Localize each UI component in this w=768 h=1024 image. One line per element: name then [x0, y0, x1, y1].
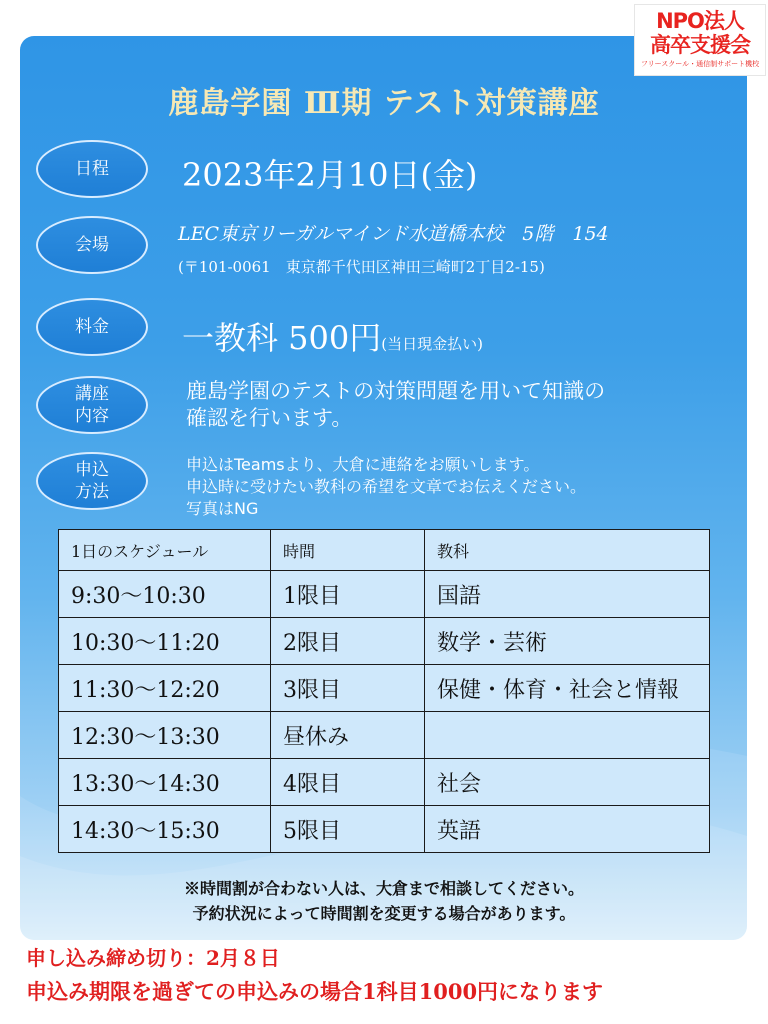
cell-subject: 保健・体育・社会と情報 — [425, 665, 710, 712]
cell-period: 5限目 — [271, 806, 425, 853]
header-subject: 教科 — [425, 530, 710, 571]
label-schedule: 日程 — [36, 140, 148, 198]
cell-period: 4限目 — [271, 759, 425, 806]
cell-time: 13:30〜14:30 — [59, 759, 271, 806]
cell-time: 12:30〜13:30 — [59, 712, 271, 759]
npo-logo — [634, 4, 766, 76]
cell-time: 9:30〜10:30 — [59, 571, 271, 618]
table-row — [59, 712, 710, 759]
fee-amount — [182, 313, 483, 359]
late-fee-text: 申込み期限を過ぎての申込みの場合1科目1000円になります — [26, 979, 604, 1004]
deadline-text: 申し込み締め切り：2月８日 — [26, 946, 280, 970]
cell-subject — [425, 712, 710, 759]
label-content: 講座 内容 — [36, 376, 148, 434]
logo-subtitle: フリースクール・通信制サポート機校 — [640, 60, 760, 68]
label-fee: 料金 — [36, 298, 148, 356]
page-title: 鹿島学園 Ⅲ期 テスト対策講座 — [168, 86, 600, 121]
cell-period: 3限目 — [271, 665, 425, 712]
logo-name: NPO法人 高卒支援会 — [650, 9, 750, 57]
event-date: 2023年2月10日(金) — [182, 156, 478, 194]
table-header-row — [59, 530, 710, 571]
cell-time: 10:30〜11:20 — [59, 618, 271, 665]
header-schedule: 1日のスケジュール — [59, 530, 271, 571]
venue-address: (〒101-0061 東京都千代田区神田三崎町2丁目2-15) — [178, 258, 545, 276]
cell-subject: 社会 — [425, 759, 710, 806]
apply-method: 申込はTeamsより、大倉に連絡をお願いします。 申込時に受けたい教科の希望を文章でお伝えください。 写真はNG — [186, 455, 587, 518]
cell-subject: 英語 — [425, 806, 710, 853]
fee-value: 一教科 500円 — [182, 319, 382, 357]
label-apply: 申込 方法 — [36, 452, 148, 510]
cell-subject: 数学・芸術 — [425, 618, 710, 665]
schedule-table — [58, 529, 710, 853]
table-row — [59, 618, 710, 665]
cell-time: 14:30〜15:30 — [59, 806, 271, 853]
cell-time: 11:30〜12:20 — [59, 665, 271, 712]
header-time: 時間 — [271, 530, 425, 571]
fee-note: (当日現金払い) — [381, 335, 483, 353]
course-content: 鹿島学園のテストの対策問題を用いて知識の 確認を行います。 — [186, 379, 606, 430]
label-venue: 会場 — [36, 216, 148, 274]
table-row — [59, 571, 710, 618]
table-row — [59, 806, 710, 853]
schedule-notes: ※時間割が合わない人は、大倉まで相談してください。 予約状況によって時間割を変更する場合があります。 — [183, 879, 584, 923]
cell-period: 2限目 — [271, 618, 425, 665]
table-row — [59, 759, 710, 806]
table-row — [59, 665, 710, 712]
cell-subject: 国語 — [425, 571, 710, 618]
venue-name: LEC東京リーガルマインド水道橋本校 5階 154 — [178, 223, 609, 245]
cell-period: 昼休み — [271, 712, 425, 759]
cell-period: 1限目 — [271, 571, 425, 618]
